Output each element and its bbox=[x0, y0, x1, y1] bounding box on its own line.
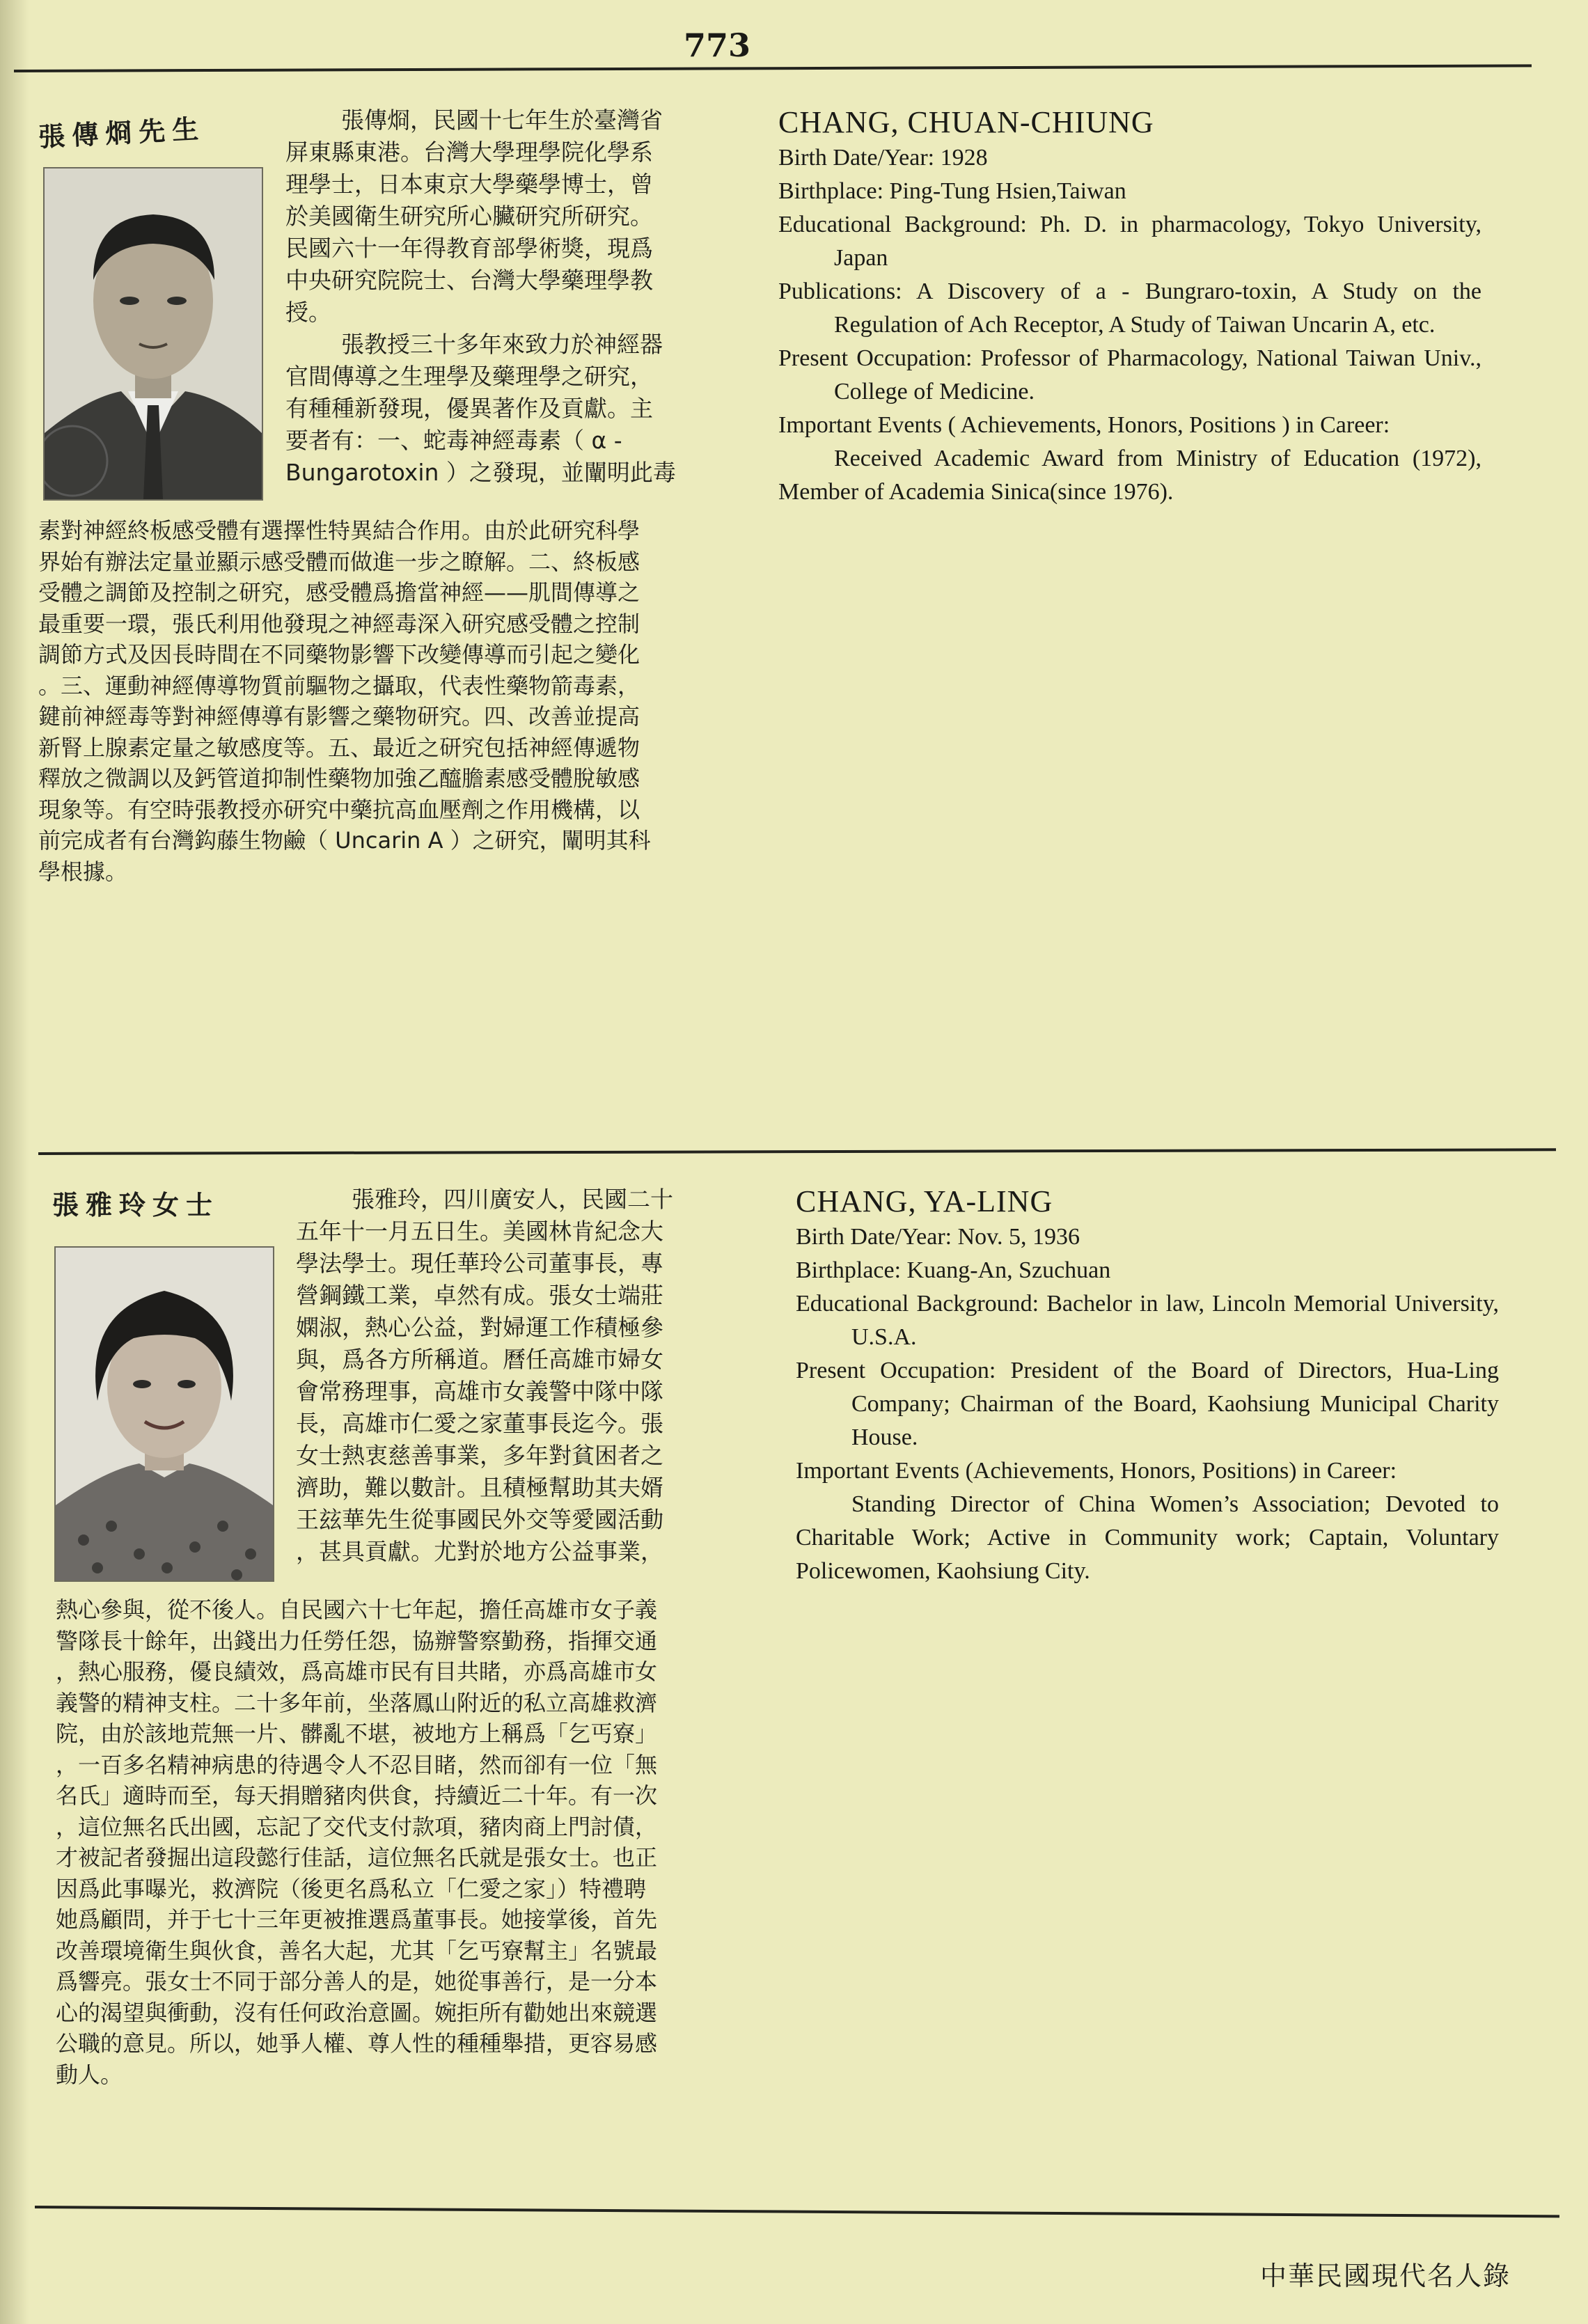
zh-line: 於美國衛生研究所心臟研究所研究。 bbox=[285, 203, 653, 230]
events-label: Important Events ( Achievements, Honors, Positions ) in Career: bbox=[778, 412, 1390, 438]
zh-line: 公職的意見。所以，她爭人權、尊人性的種種舉措，更容易感 bbox=[56, 2030, 658, 2057]
zh-line: 動人。 bbox=[56, 2061, 123, 2088]
zh-line: 最重要一環，張氏利用他發現之神經毒深入研究感受體之控制 bbox=[38, 610, 640, 637]
zh-line: 中央研究院院士、台灣大學藥理學教 bbox=[285, 267, 653, 294]
top-divider bbox=[14, 64, 1532, 72]
zh-line: 張傳烱，民國十七年生於臺灣省 bbox=[341, 107, 663, 134]
zh-line: 新腎上腺素定量之敏感度等。五、最近之研究包括神經傳遞物 bbox=[38, 734, 640, 761]
entry2-chinese-bio bbox=[296, 1184, 741, 1568]
zh-line: 名氏」適時而至，每天捐贈豬肉供食，持續近二十年。有一次 bbox=[56, 1782, 658, 1809]
zh-line: 屏東縣東港。台灣大學理學院化學系 bbox=[285, 139, 653, 166]
zh-line: 張雅玲，四川廣安人，民國二十 bbox=[352, 1186, 673, 1213]
zh-line: ，熱心服務，優良績效，爲高雄市民有目共睹，亦爲高雄市女 bbox=[56, 1658, 658, 1685]
zh-line: 張教授三十多年來致力於神經器 bbox=[341, 331, 663, 358]
zh-line: 學法學士。現任華玲公司董事長，專 bbox=[296, 1250, 663, 1277]
zh-line: 現象等。有空時張教授亦研究中藥抗高血壓劑之作用機構，以 bbox=[38, 796, 640, 823]
occupation: Present Occupation: Professor of Pharmacology, National Taiwan Univ., College of Medicine. bbox=[778, 345, 1481, 405]
zh-line: 鍵前神經毒等對神經傳導有影響之藥物研究。四、改善並提高 bbox=[38, 703, 640, 730]
zh-line: 女士熱衷慈善事業，多年對貧困者之 bbox=[296, 1442, 663, 1469]
zh-line: 。三、運動神經傳導物質前驅物之攝取，代表性藥物箭毒素， bbox=[38, 672, 640, 699]
zh-line: 爲響亮。張女士不同于部分善人的是，她從事善行，是一分本 bbox=[56, 1968, 658, 1995]
zh-line: 會常務理事，高雄市女義警中隊中隊 bbox=[296, 1378, 663, 1405]
zh-line: 因爲此事曝光，救濟院（後更名爲私立「仁愛之家」）特禮聘 bbox=[56, 1875, 647, 1902]
zh-line: 熱心參與，從不後人。自民國六十七年起，擔任高雄市女子義 bbox=[56, 1596, 658, 1623]
entry1-english-bio bbox=[778, 104, 1481, 509]
entry2-english-bio bbox=[796, 1184, 1499, 1588]
birthplace: Birthplace: Kuang-An, Szuchuan bbox=[796, 1257, 1111, 1283]
zh-line: 理學士，日本東京大學藥學博士，曾 bbox=[285, 171, 653, 198]
zh-line: 調節方式及因長時間在不同藥物影響下改變傳導而引起之變化 bbox=[38, 641, 640, 668]
zh-line: 心的渴望與衝動，沒有任何政治意圖。婉拒所有勸她出來競選 bbox=[56, 1999, 658, 2026]
zh-line: 前完成者有台灣鈎藤生物鹼（ Uncarin A ）之研究，闡明其科 bbox=[38, 827, 651, 854]
zh-line: 才被記者發掘出這段懿行佳話，這位無名氏就是張女士。也正 bbox=[56, 1844, 658, 1871]
zh-line: 民國六十一年得教育部學術獎，現爲 bbox=[285, 235, 653, 262]
zh-line: 與，爲各方所稱道。曆任高雄市婦女 bbox=[296, 1346, 663, 1373]
entry1-portrait-photo bbox=[43, 167, 263, 501]
zh-line: ，這位無名氏出國，忘記了交代支付款項，豬肉商上門討債， bbox=[56, 1813, 658, 1840]
events-text: Received Academic Award from Ministry of Education (1972), Member of Academia Sinica(since 1976). bbox=[778, 446, 1481, 505]
zh-line: 釋放之微調以及鈣管道抑制性藥物加強乙醯膽素感受體脫敏感 bbox=[38, 765, 640, 792]
entry2-chinese-name: 張雅玲女士 bbox=[52, 1190, 220, 1220]
zh-line: 受體之調節及控制之研究，感受體爲擔當神經——肌間傳導之 bbox=[38, 579, 640, 606]
zh-line: 營鋼鐵工業，卓然有成。張女士端莊 bbox=[296, 1282, 663, 1309]
entry1-chinese-bio-cont bbox=[38, 515, 734, 887]
entry1-english-name: CHANG, CHUAN-CHIUNG bbox=[778, 105, 1154, 139]
zh-line: 要者有：一、蛇毒神經毒素（ α - bbox=[285, 427, 622, 454]
education: Educational Background: Bachelor in law, Lincoln Memorial University, U.S.A. bbox=[796, 1291, 1499, 1350]
portrait-man-image bbox=[45, 168, 262, 499]
book-title-footer: 中華民國現代名人錄 bbox=[1260, 2261, 1511, 2291]
zh-line: 王玆華先生從事國民外交等愛國活動 bbox=[296, 1506, 663, 1533]
zh-line: 濟助，難以數計。且積極幫助其夫婿 bbox=[296, 1474, 663, 1501]
entry2-portrait-photo bbox=[54, 1246, 274, 1582]
page-number: 773 bbox=[683, 26, 751, 64]
zh-line: 警隊長十餘年，出錢出力任勞任怨，協辦警察勤務，指揮交通 bbox=[56, 1627, 658, 1654]
zh-line: 五年十一月五日生。美國林肯紀念大 bbox=[296, 1218, 663, 1245]
zh-line: 授。 bbox=[285, 299, 331, 326]
birth-date: Birth Date/Year: Nov. 5, 1936 bbox=[796, 1224, 1080, 1250]
zh-line: ，甚具貢獻。尤對於地方公益事業， bbox=[296, 1538, 663, 1565]
zh-line: 界始有辦法定量並顯示感受體而做進一步之瞭解。二、終板感 bbox=[38, 548, 640, 575]
zh-line: 官間傳導之生理學及藥理學之研究， bbox=[285, 363, 653, 390]
publications: Publications: A Discovery of a - Bungraro-toxin, A Study on the Regulation of Ach Receptor, A Study of Taiwan Uncarin A, etc. bbox=[778, 278, 1481, 338]
portrait-woman-image bbox=[56, 1248, 273, 1580]
zh-line: 嫻淑，熱心公益，對婦運工作積極參 bbox=[296, 1314, 663, 1341]
zh-line: Bungarotoxin ）之發現，並闡明此毒 bbox=[285, 459, 676, 486]
entry2-english-name: CHANG, YA-LING bbox=[796, 1184, 1053, 1218]
birthplace: Birthplace: Ping-Tung Hsien,Taiwan bbox=[778, 178, 1126, 204]
zh-line: 學根據。 bbox=[38, 858, 128, 885]
zh-line: 素對神經終板感受體有選擇性特異結合作用。由於此研究科學 bbox=[38, 517, 640, 544]
zh-line: 義警的精神支柱。二十多年前，坐落鳳山附近的私立高雄救濟 bbox=[56, 1689, 658, 1716]
entry1-chinese-name: 張傳烱先生 bbox=[38, 113, 207, 153]
zh-line: ，一百多名精神病患的待遇令人不忍目睹，然而卻有一位「無 bbox=[56, 1751, 658, 1778]
events-label: Important Events (Achievements, Honors, Positions) in Career: bbox=[796, 1458, 1397, 1484]
binding-shadow bbox=[0, 0, 29, 2324]
education: Educational Background: Ph. D. in pharmacology, Tokyo University, Japan bbox=[778, 212, 1481, 271]
occupation: Present Occupation: President of the Board of Directors, Hua-Ling Company; Chairman of the Board, Kaohsiung Municipal Charity House. bbox=[796, 1358, 1499, 1450]
zh-line: 她爲顧問，并于七十三年更被推選爲董事長。她接掌後，首先 bbox=[56, 1906, 658, 1933]
zh-line: 院，由於該地荒無一片、髒亂不堪，被地方上稱爲「乞丐寮」 bbox=[56, 1720, 658, 1747]
entry2-chinese-bio-cont bbox=[56, 1594, 745, 2090]
zh-line: 長，高雄市仁愛之家董事長迄今。張 bbox=[296, 1410, 663, 1437]
middle-divider bbox=[38, 1148, 1556, 1155]
zh-line: 有種種新發現，優異著作及貢獻。主 bbox=[285, 395, 653, 422]
events-text: Standing Director of China Women’s Association; Devoted to Charitable Work; Active in Community work; Captain, Voluntary Policewomen, Kaohsiung City. bbox=[796, 1491, 1499, 1584]
birth-date: Birth Date/Year: 1928 bbox=[778, 145, 988, 171]
zh-line: 改善環境衛生與伙食，善名大起，尤其「乞丐寮幫主」名號最 bbox=[56, 1937, 658, 1964]
bottom-divider bbox=[35, 2206, 1559, 2217]
entry1-chinese-bio bbox=[285, 104, 731, 489]
